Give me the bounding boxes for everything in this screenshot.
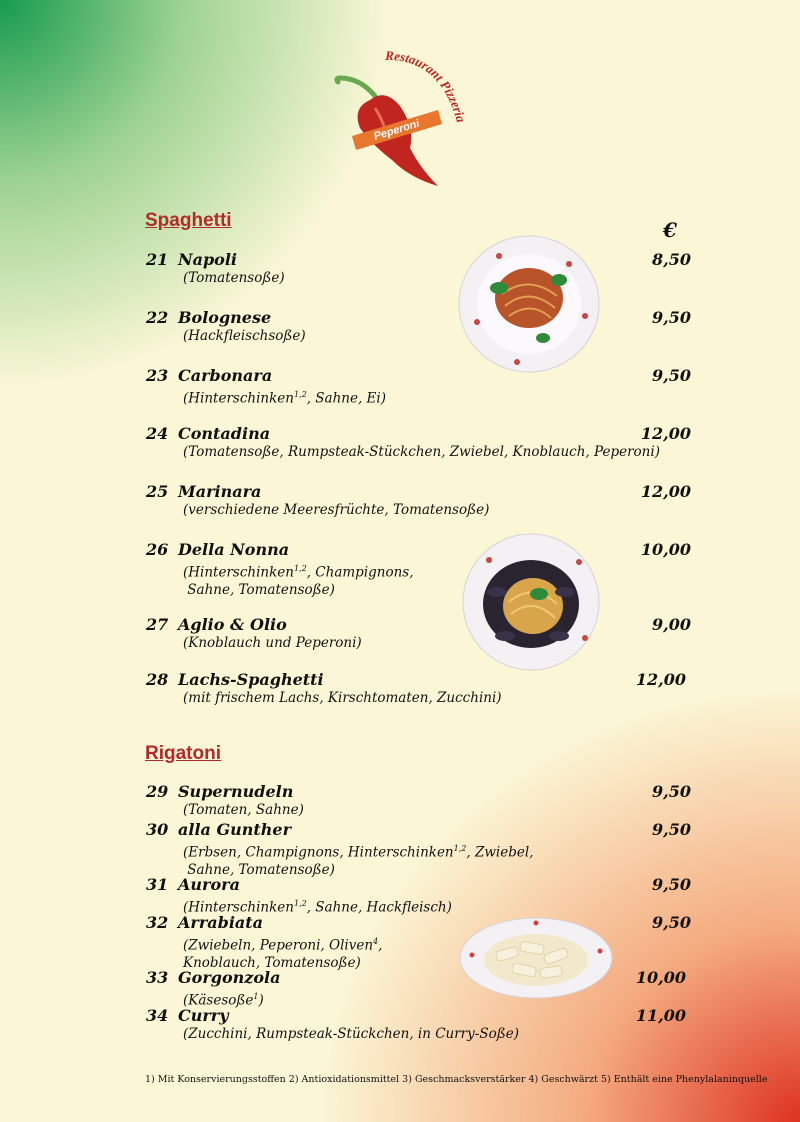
- chili-stem-icon: [337, 78, 375, 96]
- menu-item-number: 23: [146, 366, 169, 385]
- menu-item-price: 10,00: [640, 540, 691, 559]
- menu-item-description: (Tomaten, Sahne): [183, 802, 304, 818]
- menu-item-price: 9,50: [652, 308, 691, 327]
- section-title-rigatoni: Rigatoni: [145, 743, 221, 764]
- menu-item-price: 12,00: [635, 670, 686, 689]
- menu-item-description: (Käsesoße$^1$): [183, 992, 264, 1009]
- logo-banner-text: Peperoni: [372, 117, 421, 143]
- menu-item-description: (Knoblauch und Peperoni): [183, 635, 362, 651]
- menu-item-price: 11,00: [635, 1006, 686, 1025]
- logo-arc-text: Restaurant Pizzeria: [385, 48, 469, 124]
- menu-item-description: (Zwiebeln, Peperoni, Oliven$^4$, Knoblauch, Tomatensoße): [183, 937, 383, 971]
- menu-item-description: (Tomatensoße, Rumpsteak-Stückchen, Zwiebel, Knoblauch, Peperoni): [183, 444, 660, 460]
- menu-item-number: 32: [146, 913, 169, 932]
- menu-item-name: Gorgonzola: [178, 968, 281, 987]
- menu-item-price: 9,50: [652, 782, 691, 801]
- menu-item-name: Aglio & Olio: [178, 615, 287, 634]
- menu-item-number: 30: [146, 820, 169, 839]
- menu-item-number: 26: [146, 540, 169, 559]
- menu-item-description: (Hinterschinken$^{1,2}$, Sahne, Hackfleisch): [183, 899, 452, 916]
- menu-item-price: 9,50: [652, 875, 691, 894]
- menu-item-name: alla Gunther: [178, 820, 292, 839]
- menu-item-number: 24: [146, 424, 169, 443]
- menu-item-number: 22: [146, 308, 169, 327]
- menu-item-name: Supernudeln: [178, 782, 294, 801]
- menu-item-number: 29: [146, 782, 169, 801]
- menu-item-description: (Hinterschinken$^{1,2}$, Champignons, Sahne, Tomatensoße): [183, 564, 414, 598]
- menu-item-description: (Erbsen, Champignons, Hinterschinken$^{1,2}$, Zwiebel, Sahne, Tomatensoße): [183, 844, 534, 878]
- menu-item-name: Carbonara: [178, 366, 273, 385]
- menu-item-price: 12,00: [640, 482, 691, 501]
- menu-item-description: (Hinterschinken$^{1,2}$, Sahne, Ei): [183, 390, 386, 407]
- menu-item-number: 28: [146, 670, 169, 689]
- restaurant-logo: [330, 48, 480, 188]
- menu-item-number: 27: [146, 615, 169, 634]
- menu-item-price: 12,00: [640, 424, 691, 443]
- menu-item-name: Bolognese: [178, 308, 272, 327]
- menu-item-name: Lachs-Spaghetti: [178, 670, 324, 689]
- menu-item-number: 31: [146, 875, 169, 894]
- menu-item-name: Contadina: [178, 424, 271, 443]
- menu-item-price: 8,50: [652, 250, 691, 269]
- menu-item-name: Curry: [178, 1006, 229, 1025]
- menu-item-description: (Zucchini, Rumpsteak-Stückchen, in Curry-Soße): [183, 1026, 519, 1042]
- menu-item-name: Marinara: [178, 482, 262, 501]
- menu-item-price: 10,00: [635, 968, 686, 987]
- menu-item-name: Napoli: [178, 250, 238, 269]
- rigatoni-photo: [458, 915, 614, 1001]
- menu-item-price: 9,50: [652, 366, 691, 385]
- menu-item-number: 34: [146, 1006, 169, 1025]
- spaghetti-della-nonna-photo: [461, 532, 601, 672]
- section-title-spaghetti: Spaghetti: [145, 210, 232, 231]
- spaghetti-napoli-photo: [457, 234, 601, 374]
- menu-item-name: Aurora: [178, 875, 240, 894]
- menu-item-description: (Tomatensoße): [183, 270, 285, 286]
- menu-item-number: 21: [146, 250, 169, 269]
- menu-item-number: 33: [146, 968, 169, 987]
- menu-item-price: 9,00: [652, 615, 691, 634]
- menu-item-number: 25: [146, 482, 169, 501]
- menu-item-name: Della Nonna: [178, 540, 290, 559]
- menu-item-description: (Hackfleischsoße): [183, 328, 306, 344]
- currency-symbol: €: [663, 218, 677, 242]
- menu-item-price: 9,50: [652, 913, 691, 932]
- menu-item-name: Arrabiata: [178, 913, 264, 932]
- menu-item-description: (mit frischem Lachs, Kirschtomaten, Zucchini): [183, 690, 502, 706]
- allergen-footnote: 1) Mit Konservierungsstoffen 2) Antioxidationsmittel 3) Geschmacksverstärker 4) Geschwärzt 5) Enthält eine Phenylalaninquelle: [145, 1074, 768, 1085]
- menu-item-price: 9,50: [652, 820, 691, 839]
- menu-item-description: (verschiedene Meeresfrüchte, Tomatensoße): [183, 502, 490, 518]
